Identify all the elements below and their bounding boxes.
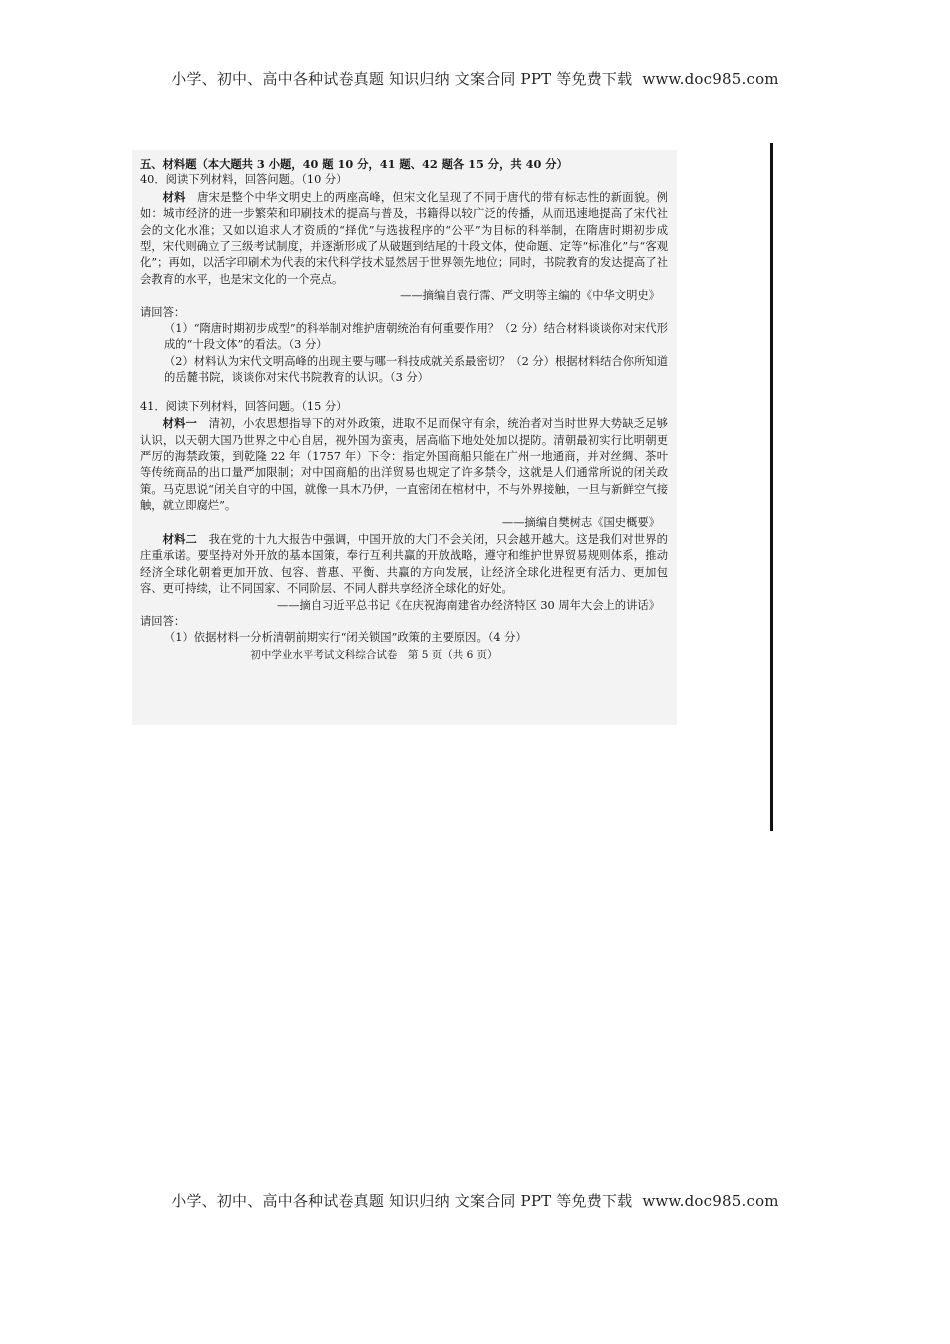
q40-ask: 请回答： [140, 305, 186, 319]
q40-material-text: 唐宋是整个中华文明史上的两座高峰，但宋文化呈现了不同于唐代的带有标志性的新面貌。例如：城市经济的进一步繁荣和印刷技术的提高与普及，书籍得以较广泛的传播，从而迅速地提高了宋代社会的文化水准；又如以追求人才资质的“择优”与选拔程序的“公平”为目标的科举制，在隋唐时期初步成型，宋代则确立了三级考试制度，并逐渐形成了从破题到结尾的十段文体，使命题、定等“标准化”与“客观化”；再如，以活字印刷术为代表的宋代科学技术显然居于世界领先地位；同时，书院教育的发达提高了社会教育的水平，也是宋文化的一个亮点。 [140, 190, 668, 286]
q40-material-label: 材料 [162, 189, 186, 204]
q40-source: ——摘编自袁行霈、严文明等主编的《中华文明史》 [400, 289, 660, 303]
section-title: 五、材料题（本大题共 3 小题，40 题 10 分，41 题、42 题各 15 分，共 40 分） [140, 157, 568, 171]
q40-material [140, 189, 668, 288]
header-text: 小学、初中、高中各种试卷真题 知识归纳 文案合同 PPT 等免费下载 [171, 70, 633, 88]
site-footer [0, 1190, 950, 1211]
q41-material2-label: 材料二 [162, 531, 198, 546]
q41-ask: 请回答： [140, 614, 186, 628]
q41-source1: ——摘编自樊树志《国史概要》 [501, 515, 660, 529]
q40-prompt: 40．阅读下列材料，回答问题。（10 分） [140, 173, 348, 187]
q40-sub1: （1）“隋唐时期初步成型”的科举制对维护唐朝统治有何重要作用？（2 分）结合材料谈谈你对宋代形成的“十段文体”的看法。（3 分） [164, 322, 668, 352]
q41-material2-text: 我在党的十九大报告中强调，中国开放的大门不会关闭，只会越开越大。这是我们对世界的庄重承诺。要坚持对外开放的基本国策，奉行互利共赢的开放战略，遵守和维护世界贸易规则体系，推动经济全球化朝着更加开放、包容、普惠、平衡、共赢的方向发展，让经济全球化进程更有活力、更加包容、更可持续，让不同国家、不同阶层、不同人群共享经济全球化的好处。 [140, 532, 668, 596]
q41-prompt: 41．阅读下列材料，回答问题。（15 分） [140, 399, 348, 413]
exam-content [140, 156, 668, 663]
q41-material1 [140, 415, 668, 514]
footer-text: 小学、初中、高中各种试卷真题 知识归纳 文案合同 PPT 等免费下载 [171, 1192, 633, 1210]
q41-material1-text: 清初，小农思想指导下的对外政策，进取不足而保守有余，统治者对当时世界大势缺乏足够认识，以天朝大国乃世界之中心自居，视外国为蛮夷，居高临下地处处加以提防。清朝最初实行比明朝更严厉的海禁政策，到乾隆 22 年（1757 年）下令：指定外国商船只能在广州一地通商，并对丝绸、茶叶等传统商品的出口量严加限制；对中国商船的出洋贸易也规定了许多禁令，这就是人们通常所说的闭关政策。马克思说“闭关自守的中国，就像一具木乃伊，一直密闭在棺材中，不与外界接触，一旦与新鲜空气接触，就立即腐烂”。 [140, 417, 668, 513]
footer-url-link[interactable]: www.doc985.com [642, 1192, 779, 1210]
header-url-link[interactable]: www.doc985.com [642, 70, 779, 88]
margin-rule-line [770, 143, 773, 831]
q40-sub2: （2）材料认为宋代文明高峰的出现主要与哪一科技成就关系最密切？（2 分）根据材料结合你所知道的岳麓书院，谈谈你对宋代书院教育的认识。（3 分） [164, 354, 668, 385]
q41-material1-label: 材料一 [162, 416, 198, 431]
spacer [140, 387, 668, 399]
site-header [0, 68, 950, 89]
exam-page-footer: 初中学业水平考试文科综合试卷 第 5 页（共 6 页） [250, 648, 498, 661]
q41-source2: ——摘自习近平总书记《在庆祝海南建省办经济特区 30 周年大会上的讲话》 [276, 598, 660, 612]
q41-material2 [140, 531, 668, 598]
q41-sub1: （1）依据材料一分析清朝前期实行“闭关锁国”政策的主要原因。（4 分） [164, 631, 527, 645]
